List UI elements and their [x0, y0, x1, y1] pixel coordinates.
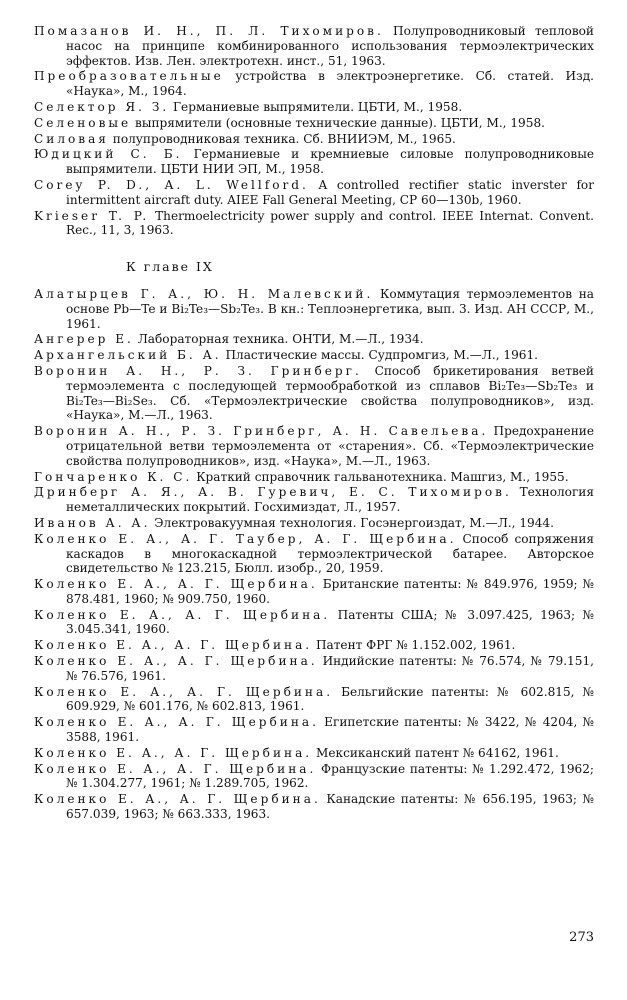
reference-text: Канадские патенты: № 656.195, 1963; № 657.039, 1963; № 663.333, 1963.: [66, 792, 594, 822]
reference-author: Гончаренко К. С.: [34, 469, 193, 484]
reference-text: Египетские патенты: № 3422, № 4204, № 3588, 1961.: [66, 715, 594, 745]
reference-text: Способ брикетирования ветвей термоэлемента с последующей термообработкой из сплавов Bi₂Te₃—Sb₂Te₃ и Bi₂Te₃—Bi₂Se₃. Сб. «Термоэлектрические свойства полупроводников», изд. «Наука», М.—Л., 1963.: [66, 363, 594, 423]
reference-author: Помазанов И. Н., П. Л. Тихомиров.: [34, 24, 384, 38]
reference-text: выпрямители (основные технические данные). ЦБТИ, М., 1958.: [131, 115, 545, 130]
reference-entry: [34, 485, 594, 515]
reference-author: Преобразовательные: [34, 69, 224, 84]
reference-entry: [34, 516, 594, 531]
reference-text: Коммутация термоэлементов на основе Pb—Te и Bi₂Te₃—Sb₂Te₃. В кн.: Теплоэнергетика, вып. 3. Изд. АН СССР, М., 1961.: [66, 286, 594, 331]
reference-author: Селеновые: [34, 115, 132, 130]
reference-text: Французские патенты: № 1.292.472, 1962; № 1.304.277, 1961; № 1.289.705, 1962.: [66, 761, 594, 791]
reference-author: Коленко Е. А., А. Г. Щербина.: [34, 607, 331, 622]
reference-entry: [34, 746, 594, 761]
chapter-heading: К главе IX: [126, 259, 214, 275]
reference-text: Пластические массы. Судпромгиз, М.—Л., 1961.: [221, 348, 539, 363]
reference-entry: [34, 762, 594, 792]
reference-entry: [34, 24, 594, 68]
reference-text: Электровакуумная технология. Госэнергоиздат, М.—Л., 1944.: [150, 515, 554, 530]
reference-entry: [34, 715, 594, 745]
page-number: 273: [569, 930, 594, 945]
reference-text: Технология неметаллических покрытий. Госхимиздат, Л., 1957.: [66, 485, 594, 515]
reference-entry: [34, 638, 594, 653]
reference-text: A controlled rectifier static inverster for intermittent aircraft duty. AIEE Fall General Meeting, CP 60—130b, 1960.: [66, 177, 594, 207]
reference-list-previous-chapter: [34, 24, 594, 238]
reference-author: Коленко Е. А., А. Г. Щербина.: [34, 761, 317, 776]
bibliography-page: [34, 24, 594, 823]
reference-text: Германиевые и кремниевые силовые полупроводниковые выпрямители. ЦБТИ НИИ ЭП, М., 1958.: [66, 147, 594, 177]
reference-entry: [34, 577, 594, 607]
reference-entry: [34, 654, 594, 684]
reference-entry: [34, 287, 594, 331]
reference-author: Иванов А. А.: [34, 515, 151, 530]
reference-text: Полупроводниковый тепловой насос на принципе комбинированного использования термоэлектрических эффектов. Изв. Лен. электротехн. инст., 51, 1963.: [66, 24, 594, 68]
reference-author: Алатырцев Г. А., Ю. Н. Малевский.: [34, 286, 374, 301]
reference-text: Лабораторная техника. ОНТИ, М.—Л., 1934.: [133, 332, 424, 347]
reference-author: Коленко Е. А., А. Г. Щербина.: [34, 792, 321, 807]
reference-entry: [34, 209, 594, 239]
reference-author: Воронин А. Н., Р. З. Гринберг, А. Н. Савельева.: [34, 424, 489, 439]
reference-author: Krieser T. P.: [34, 208, 150, 223]
reference-text: Бельгийские патенты: № 602.815, № 609.929, № 601.176, № 602.813, 1961.: [66, 684, 594, 714]
reference-entry: [34, 100, 594, 115]
reference-author: Дринберг А. Я., А. В. Гуревич, Е. С. Тихомиров.: [34, 485, 512, 500]
reference-text: полупроводниковая техника. Сб. ВНИИЭМ, М., 1965.: [108, 131, 456, 146]
reference-entry: [34, 132, 594, 147]
reference-text: Thermoelectricity power supply and control. IEEE Internat. Convent. Rec., 11, 3, 1963.: [66, 208, 594, 238]
reference-text: Краткий справочник гальванотехника. Машгиз, М., 1955.: [192, 469, 569, 484]
reference-author: Архангельский Б. А.: [34, 348, 222, 363]
reference-list-chapter-ix: [34, 287, 594, 822]
reference-author: Ангерер Е.: [34, 332, 134, 347]
reference-author: Коленко Е. А., А. Г. Таубер, А. Г. Щербина.: [34, 531, 457, 546]
reference-entry: [34, 147, 594, 177]
reference-author: Коленко Е. А., А. Г. Щербина.: [34, 638, 313, 653]
reference-entry: [34, 332, 594, 347]
reference-text: Мексиканский патент № 64162, 1961.: [312, 745, 559, 760]
reference-text: устройства в электроэнергетике. Сб. статей. Изд. «Наука», М., 1964.: [66, 69, 594, 99]
reference-author: Юдицкий С. Б.: [34, 147, 183, 162]
reference-author: Коленко Е. А., А. Г. Щербина.: [34, 654, 318, 669]
reference-author: Силовая: [34, 131, 109, 146]
reference-entry: [34, 116, 594, 131]
reference-author: Коленко Е. А., А. Г. Щербина.: [34, 715, 319, 730]
reference-text: Индийские патенты: № 76.574, № 79.151, № 76.576, 1961.: [66, 654, 594, 683]
reference-text: Предохранение отрицательной ветви термоэлемента от «старения». Сб. «Термоэлектрические свойства полупроводников», изд. «Наука», М.—Л., 1963.: [66, 424, 594, 468]
reference-entry: [34, 69, 594, 99]
reference-entry: [34, 792, 594, 822]
reference-entry: [34, 470, 594, 485]
reference-author: Воронин А. Н., Р. З. Гринберг.: [34, 363, 362, 378]
reference-author: Коленко Е. А., А. Г. Щербина.: [34, 745, 313, 760]
reference-author: Corey P. D., A. L. Wellford.: [34, 177, 309, 192]
reference-author: Коленко Е. А., А. Г. Щербина.: [34, 684, 334, 699]
reference-entry: [34, 685, 594, 715]
reference-entry: [34, 424, 594, 468]
reference-author: Коленко Е. А., А. Г. Щербина.: [34, 577, 318, 592]
reference-text: Патенты США; № 3.097.425, 1963; № 3.045.341, 1960.: [66, 607, 594, 637]
reference-text: Способ сопряжения каскадов в многокаскадной термоэлектрической батарее. Авторское свидетельство № 123.215, Бюлл. изобр., 20, 1959.: [66, 531, 595, 576]
reference-entry: [34, 364, 594, 423]
reference-text: Британские патенты: № 849.976, 1959; № 878.481, 1960; № 909.750, 1960.: [66, 577, 594, 606]
reference-entry: [34, 608, 594, 638]
reference-author: Селектор Я. З.: [34, 99, 170, 114]
reference-entry: [34, 532, 594, 576]
reference-entry: [34, 178, 594, 208]
reference-entry: [34, 348, 594, 363]
reference-text: Патент ФРГ № 1.152.002, 1961.: [312, 638, 516, 653]
reference-text: Германиевые выпрямители. ЦБТИ, М., 1958.: [169, 99, 463, 114]
